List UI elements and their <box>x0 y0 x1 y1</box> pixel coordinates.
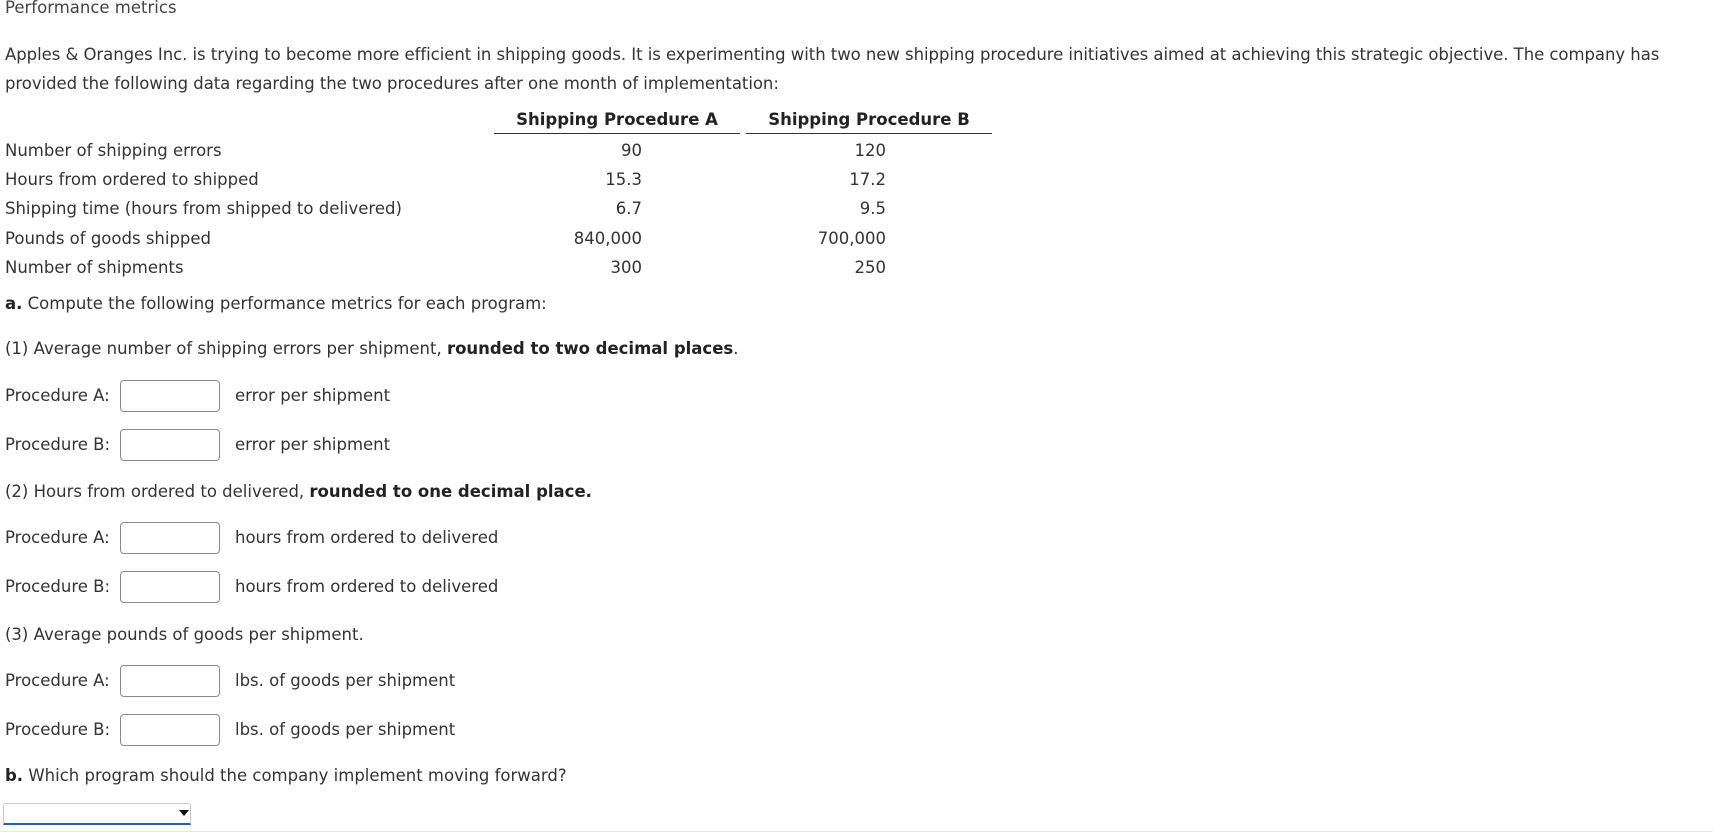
question-1-text: (1) Average number of shipping errors per shipment, <box>5 339 447 358</box>
cell-b-pounds-shipped: 700,000 <box>817 229 886 248</box>
q1-label-procedure-a: Procedure A: <box>5 386 110 405</box>
row-label-ordered-to-shipped: Hours from ordered to shipped <box>5 170 259 189</box>
q3-procedure-a-input[interactable] <box>120 665 220 697</box>
column-header-procedure-b: Shipping Procedure B <box>746 110 992 134</box>
cell-b-ordered-to-shipped: 17.2 <box>849 170 886 189</box>
q1-procedure-b-input[interactable] <box>120 429 220 461</box>
q3-label-procedure-b: Procedure B: <box>5 720 111 739</box>
part-a-marker: a. <box>5 294 23 313</box>
cell-b-number-of-shipments: 250 <box>854 258 886 277</box>
question-1-suffix: . <box>733 339 739 358</box>
page-title: Performance metrics <box>5 0 177 17</box>
q1-label-procedure-b: Procedure B: <box>5 435 111 454</box>
cell-a-number-of-shipments: 300 <box>610 258 642 277</box>
question-2 <box>5 482 592 501</box>
q2-unit-b: hours from ordered to delivered <box>235 577 499 596</box>
question-2-text: (2) Hours from ordered to delivered, <box>5 482 310 501</box>
chevron-down-icon <box>179 810 189 816</box>
cell-b-shipping-time: 9.5 <box>859 199 886 218</box>
question-2-emphasis: rounded to one decimal place. <box>309 482 592 501</box>
q2-label-procedure-b: Procedure B: <box>5 577 111 596</box>
q2-procedure-a-input[interactable] <box>120 522 220 554</box>
part-a-text: Compute the following performance metrics for each program: <box>22 294 547 313</box>
q1-unit-b: error per shipment <box>235 435 391 454</box>
row-label-number-of-shipments: Number of shipments <box>5 258 184 277</box>
row-label-shipping-time: Shipping time (hours from shipped to delivered) <box>5 199 402 218</box>
q2-label-procedure-a: Procedure A: <box>5 528 110 547</box>
row-label-shipping-errors: Number of shipping errors <box>5 141 222 160</box>
program-select[interactable] <box>3 803 191 825</box>
part-b-prompt <box>5 766 567 785</box>
column-header-procedure-a: Shipping Procedure A <box>494 110 740 134</box>
q1-unit-a: error per shipment <box>235 386 391 405</box>
intro-paragraph: Apples & Oranges Inc. is trying to become more efficient in shipping goods. It is experimenting with two new shipping procedure initiatives aimed at achieving this strategic objective. The company has provided the following data regarding the two procedures after one month of implementation: <box>5 45 1660 93</box>
part-b-marker: b. <box>5 766 24 785</box>
q3-unit-a: lbs. of goods per shipment <box>235 671 456 690</box>
q1-procedure-a-input[interactable] <box>120 380 220 412</box>
q3-unit-b: lbs. of goods per shipment <box>235 720 456 739</box>
cell-a-shipping-errors: 90 <box>621 141 642 160</box>
cell-b-shipping-errors: 120 <box>854 141 886 160</box>
cell-a-shipping-time: 6.7 <box>615 199 642 218</box>
bottom-divider <box>0 831 1713 832</box>
q3-label-procedure-a: Procedure A: <box>5 671 110 690</box>
q3-procedure-b-input[interactable] <box>120 714 220 746</box>
part-a-prompt <box>5 294 547 313</box>
cell-a-ordered-to-shipped: 15.3 <box>605 170 642 189</box>
question-1 <box>5 339 738 358</box>
row-label-pounds-shipped: Pounds of goods shipped <box>5 229 212 248</box>
question-3: (3) Average pounds of goods per shipment. <box>5 625 364 644</box>
cell-a-pounds-shipped: 840,000 <box>573 229 642 248</box>
q2-unit-a: hours from ordered to delivered <box>235 528 499 547</box>
q2-procedure-b-input[interactable] <box>120 571 220 603</box>
part-b-text: Which program should the company implement moving forward? <box>23 766 567 785</box>
question-1-emphasis: rounded to two decimal places <box>446 339 734 358</box>
